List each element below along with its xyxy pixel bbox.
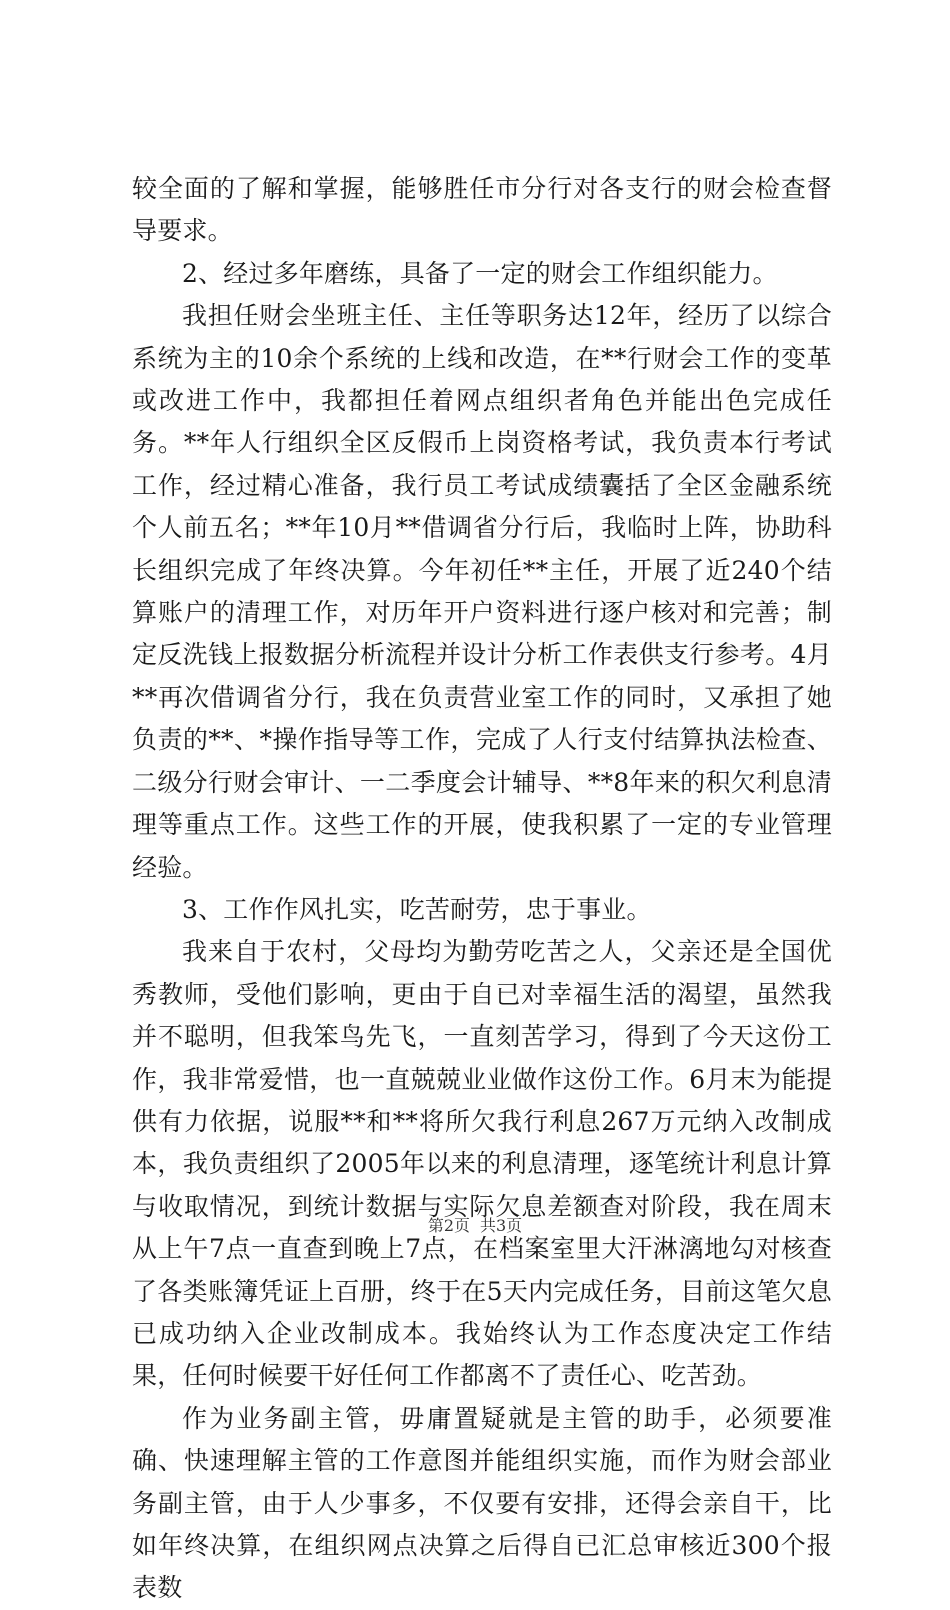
page-number: 第2页 [427, 1216, 470, 1235]
page-footer [0, 1216, 950, 1236]
document-body [132, 168, 832, 1610]
paragraph-work-attitude: 我来自于农村，父母均为勤劳吃苦之人，父亲还是全国优秀教师，受他们影响，更由于自已对幸福生活的渴望，虽然我并不聪明，但我笨鸟先飞，一直刻苦学习，得到了今天这份工作，我非常爱惜，也一直兢兢业业做作这份工作。6月末为能提供有力依据，说服**和**将所欠我行利息267万元纳入改制成本，我负责组织了2005年以来的利息清理，逐笔统计利息计算与收取情况，到统计数据与实际欠息差额查对阶段，我在周末从上午7点一直查到晚上7点，在档案室里大汗淋漓地勾对核查了各类账簿凭证上百册，终于在5天内完成任务，目前这笔欠息已成功纳入企业改制成本。我始终认为工作态度决定工作结果，任何时候要干好任何工作都离不了责任心、吃苦劲。 [132, 937, 832, 1391]
paragraph-deputy-role: 作为业务副主管，毋庸置疑就是主管的助手，必须要准确、快速理解主管的工作意图并能组织实施，而作为财会部业务副主管，由于人少事多，不仅要有安排，还得会亲自干，比如年终决算，在组织网点决算之后得自已汇总审核近300个报表数 [132, 1403, 832, 1603]
paragraph-organization-experience: 我担任财会坐班主任、主任等职务达12年，经历了以综合系统为主的10余个系统的上线和改造，在**行财会工作的变革或改进工作中，我都担任着网点组织者角色并能出色完成任务。**年人行组织全区反假币上岗资格考试，我负责本行考试工作，经过精心准备，我行员工考试成绩囊括了全区金融系统个人前五名；**年10月**借调省分行后，我临时上阵，协助科长组织完成了年终决算。今年初任**主任，开展了近240个结算账户的清理工作，对历年开户资料进行逐户核对和完善；制定反洗钱上报数据分析流程并设计分析工作表供支行参考。4月**再次借调省分行，我在负责营业室工作的同时，又承担了她负责的**、*操作指导等工作，完成了人行支付结算执法检查、二级分行财会审计、一二季度会计辅导、**8年来的积欠利息清理等重点工作。这些工作的开展，使我积累了一定的专业管理经验。 [132, 301, 832, 882]
page-total: 共3页 [480, 1216, 523, 1235]
paragraph-continued: 较全面的了解和掌握，能够胜任市分行对各支行的财会检查督导要求。 [132, 174, 832, 246]
paragraph-heading-2: 2、经过多年磨练，具备了一定的财会工作组织能力。 [182, 258, 778, 288]
paragraph-heading-3: 3、工作作风扎实，吃苦耐劳，忠于事业。 [182, 894, 652, 924]
